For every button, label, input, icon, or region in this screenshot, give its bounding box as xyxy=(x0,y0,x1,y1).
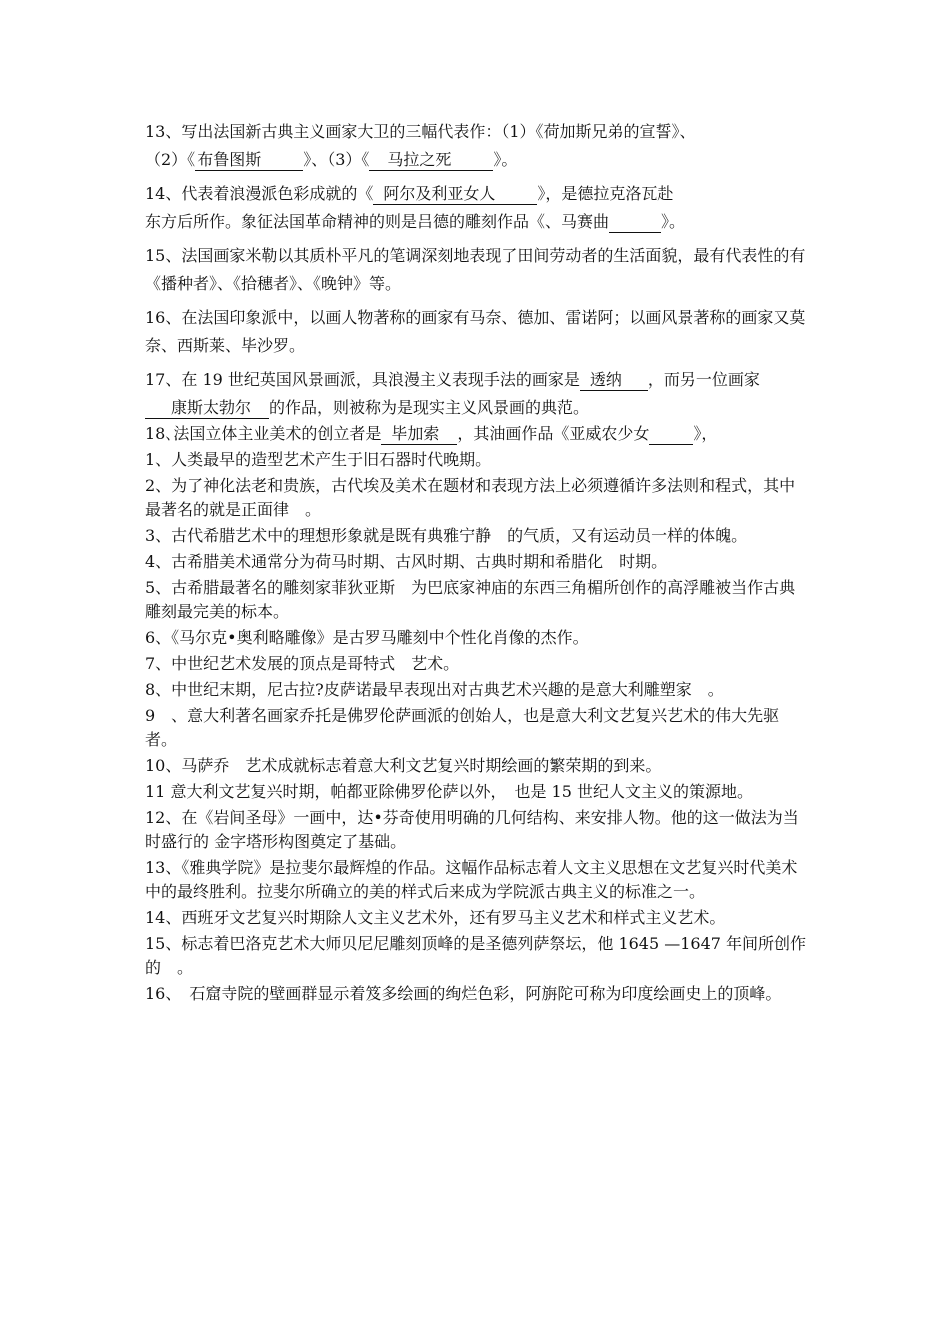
fact-1: 1、人类最早的造型艺术产生于旧石器时代晚期。 xyxy=(145,450,492,469)
answer-blank-marseillaise xyxy=(609,212,661,233)
question-15: 15、法国画家米勒以其质朴平凡的笔调深刻地表现了田间劳动者的生活面貌，最有代表性的有《播种者》、《拾穗者》、《晚钟》等。 xyxy=(145,246,806,293)
question-17-end: 的作品，则被称为是现实主义风景画的典范。 xyxy=(269,398,590,417)
question-13-text-middle: 》、（3）《 xyxy=(303,150,370,169)
question-13-line-2 xyxy=(145,146,810,174)
fact-15: 15、标志着巴洛克艺术大师贝尼尼雕刻顶峰的是圣德列萨祭坛，他 1645 —1647 年间所创作的 。 xyxy=(145,934,807,977)
answer-turner: 透纳 xyxy=(589,370,622,389)
question-13-text-prefix: （2）《 xyxy=(145,150,196,169)
answer-blank-picasso xyxy=(381,424,457,445)
answer-blank-avignon xyxy=(649,424,693,445)
question-list xyxy=(145,118,810,1008)
answer-blank-marat xyxy=(369,150,493,171)
answer-blank-algiers xyxy=(373,184,537,205)
question-14-end: 》。 xyxy=(661,212,686,231)
fact-4: 4、古希腊美术通常分为荷马时期、古风时期、古典时期和希腊化 时期。 xyxy=(145,552,668,571)
question-16: 16、在法国印象派中，以画人物著称的画家有马奈、德加、雷诺阿；以画风景著称的画家又莫奈、西斯莱、毕沙罗。 xyxy=(145,308,806,355)
fact-16: 16、 石窟寺院的壁画群显示着笈多绘画的绚烂色彩，阿旃陀可称为印度绘画史上的顶峰。 xyxy=(145,984,782,1003)
question-14-line-2: 东方后所作。象征法国革命精神的则是吕德的雕刻作品《、马赛曲 xyxy=(145,212,610,231)
fact-2: 2、为了神化法老和贵族，古代埃及美术在题材和表现方法上必须遵循许多法则和程式，其中最著名的就是正面律 。 xyxy=(145,476,796,519)
answer-brutus: 布鲁图斯 xyxy=(197,150,262,169)
answer-blank-constable xyxy=(145,398,269,419)
fact-6: 6、《马尔克•奥利略雕像》是古罗马雕刻中个性化肖像的杰作。 xyxy=(145,628,589,647)
question-18-end: 》， xyxy=(693,424,718,443)
question-17-prefix: 17、在 19 世纪英国风景画派，具浪漫主义表现手法的画家是 xyxy=(145,370,580,389)
fact-9: 9 、意大利著名画家乔托是佛罗伦萨画派的创始人，也是意大利文艺复兴艺术的伟大先驱者。 xyxy=(145,706,780,749)
question-14-middle: 》，是德拉克洛瓦赴 xyxy=(537,184,674,203)
answer-constable: 康斯太勃尔 xyxy=(171,398,252,417)
fact-11: 11 意大利文艺复兴时期，帕都亚除佛罗伦萨以外， 也是 15 世纪人文主义的策源地。 xyxy=(145,782,753,801)
answer-blank-turner xyxy=(580,370,648,391)
question-14 xyxy=(145,180,810,236)
question-18-prefix: 18､法国立体主业美术的创立者是 xyxy=(145,424,382,443)
fact-8: 8、中世纪末期，尼古拉?皮萨诺最早表现出对古典艺术兴趣的是意大利雕塑家 。 xyxy=(145,680,724,699)
question-17 xyxy=(145,366,810,422)
question-13-text: 13、写出法国新古典主义画家大卫的三幅代表作：（1）《荷加斯兄弟的宣誓》、 xyxy=(145,122,696,141)
question-13-line-1 xyxy=(145,118,810,146)
answer-picasso: 毕加索 xyxy=(391,424,440,443)
fact-7: 7、中世纪艺术发展的顶点是哥特式 艺术。 xyxy=(145,654,460,673)
answer-blank-brutus xyxy=(195,150,303,171)
answer-marat: 马拉之死 xyxy=(387,150,452,169)
fact-3: 3、古代希腊艺术中的理想形象就是既有典雅宁静 的气质，又有运动员一样的体魄。 xyxy=(145,526,748,545)
fact-13: 13、《雅典学院》是拉斐尔最辉煌的作品。这幅作品标志着人文主义思想在文艺复兴时代美术中的最终胜利。拉斐尔所确立的美的样式后来成为学院派古典主义的标准之一。 xyxy=(145,858,798,901)
fact-10: 10、马萨乔 艺术成就标志着意大利文艺复兴时期绘画的繁荣期的到来。 xyxy=(145,756,662,775)
question-17-middle: ，而另一位画家 xyxy=(647,370,760,389)
question-14-prefix: 14、代表着浪漫派色彩成就的《 xyxy=(145,184,374,203)
question-13-text-end: 》。 xyxy=(493,150,518,169)
question-18-middle: ，其油画作品《亚威农少女 xyxy=(457,424,650,443)
fact-12: 12、在《岩间圣母》一画中，达•芬奇使用明确的几何结构、来安排人物。他的这一做法为当时盛行的 金字塔形构图奠定了基础。 xyxy=(145,808,799,851)
fact-5: 5、古希腊最著名的雕刻家菲狄亚斯 为巴底家神庙的东西三角楣所创作的高浮雕被当作古典雕刻最完美的标本。 xyxy=(145,578,796,621)
answer-algiers: 阿尔及利亚女人 xyxy=(383,184,496,203)
question-18 xyxy=(145,422,810,446)
fact-14: 14、西班牙文艺复兴时期除人文主义艺术外，还有罗马主义艺术和样式主义艺术。 xyxy=(145,908,726,927)
